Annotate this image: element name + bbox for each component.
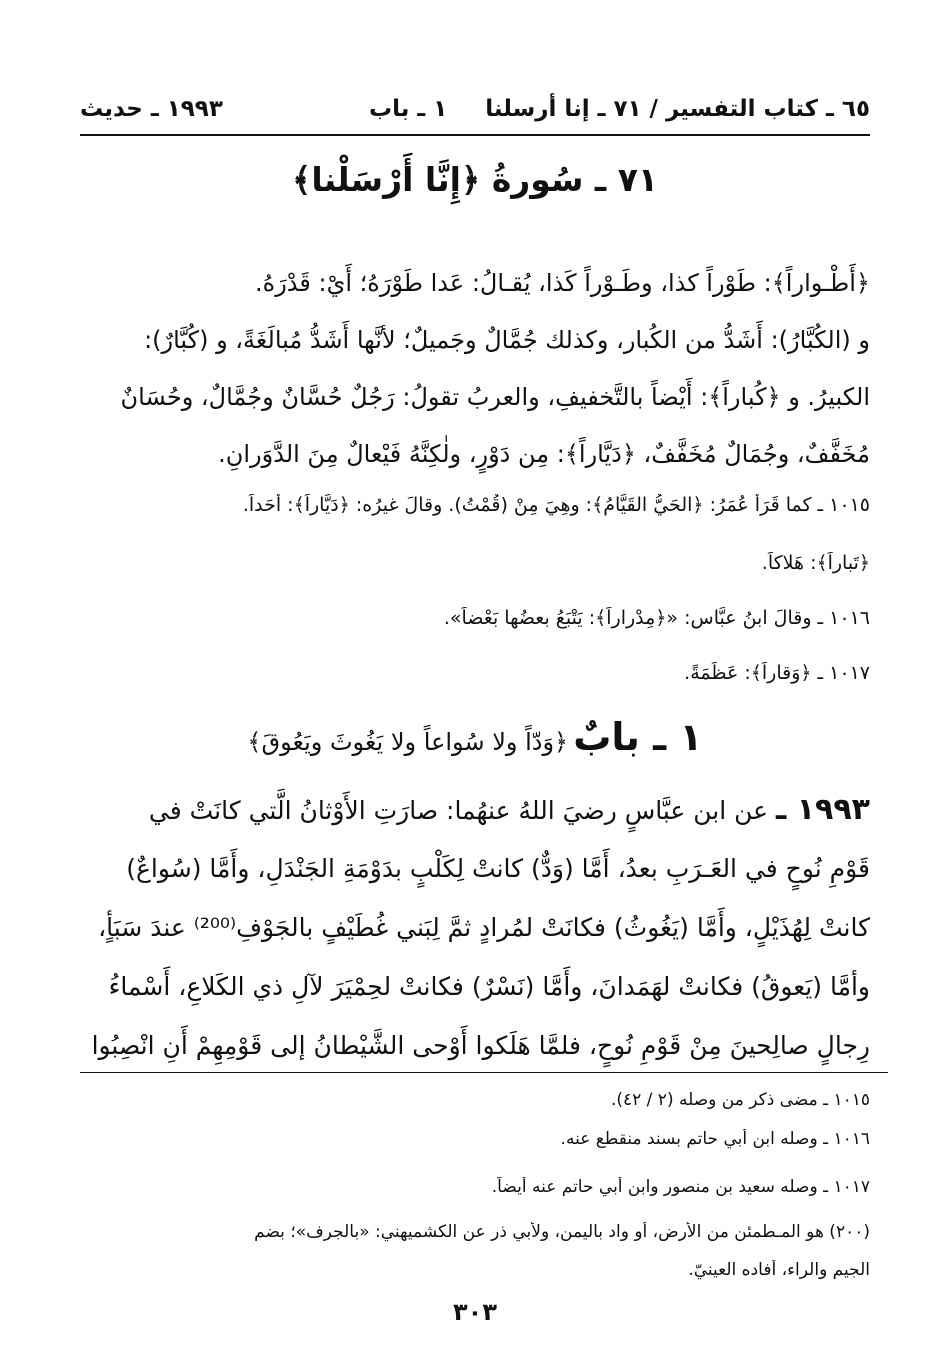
bab-label: ١ ـ بابٌ (573, 715, 703, 759)
hadith-line: وأمَّا (يَعوقُ) فكانتْ لهَمَدانَ، وأَمَّا (نَسْرٌ) فكانتْ لحِمْيَرَ لآلِ ذي الكَلاعِ، أَسْماءُ (108, 972, 870, 1001)
intro-line: ﴿أَطْـواراً﴾: طَوْراً كذا، وطَـوْراً كَذا، يُقـالُ: عَدا طَوْرَهُ؛ أَيْ: قَدْرَهُ. (255, 269, 870, 297)
footnote-1017: ١٠١٧ ـ وصله سعيد بن منصور وابن أبي حاتم عنه أيضاً. (491, 1177, 870, 1197)
footnote-200: (٢٠٠) هو المـطمئن من الأرض، أو واد باليمن، ولأبي ذر عن الكشميهني: «بالجرف»؛ بضم (254, 1222, 870, 1242)
header-hadith-ref: ١٩٩٣ ـ حديث (80, 96, 223, 122)
footnote-1015: ١٠١٥ ـ مضى ذكر من وصله (٢ / ٤٢). (610, 1090, 870, 1110)
hadith-line: كانتْ لِهُذَيْلٍ، وأَمَّا (يَغُوثُ) فكانَتْ لمُرادٍ ثمَّ لِبَني غُطَيْفٍ بالجَوْفِ⁽²⁰⁰⁾ عندَ سَبَأٍ، (98, 913, 870, 942)
header-section: ١ ـ باب (368, 96, 448, 122)
hadith-line: قَوْمِ نُوحٍ في العَـرَبِ بعدُ، أَمَّا (وَدٌّ) كانتْ لِكَلْبٍ بدَوْمَةِ الجَنْدَلِ، وأَمَّا (سُواعٌ) (126, 854, 870, 883)
hadith-text (80, 780, 870, 1075)
note-1016: ١٠١٦ ـ وقالَ ابنُ عبَّاسٍ: «﴿مِدْراراً﴾: يَتْبَعُ بعضُها بَعْضاً». (443, 607, 870, 629)
hadith-line: رِجالٍ صالِحينَ مِنْ قَوْمِ نُوحٍ، فلمَّا هَلَكوا أَوْحى الشَّيْطانُ إلى قَوْمِهِمْ أَنِ انْصِبُوا (91, 1031, 870, 1060)
header-chapter: ٦٥ ـ كتاب التفسير / ٧١ ـ إنا أرسلنا (485, 96, 870, 122)
bab-heading (80, 715, 870, 759)
intro-line: الكبيرُ. و ﴿كُباراً﴾: أَيْضاً بالتَّخفيفِ، والعربُ تقولُ: رَجُلٌ حُسَّانٌ وجُمَّالٌ، وحُسَانٌ (120, 383, 870, 411)
intro-paragraph (80, 255, 870, 483)
footnote-divider (80, 1072, 888, 1073)
intro-line: مُخَفَّفٌ، وجُمَالٌ مُخَفَّفٌ، ﴿دَيَّاراً﴾: مِن دَوْرٍ، ولٰكِنَّهُ فَيْعالٌ مِنَ الدَّوَرانِ. (218, 440, 870, 468)
note-tabaran: ﴿تَباراً﴾: هَلاكاً. (761, 552, 870, 574)
bab-verse: ﴿وَدّاً ولا سُواعاً ولا يَغُوثَ ويَعُوقَ﴾ (247, 728, 569, 756)
page-number: ٣٠٣ (453, 1298, 497, 1326)
footnote-1016: ١٠١٦ ـ وصله ابن أبي حاتم بسند منقطع عنه. (560, 1129, 870, 1149)
note-1015: ١٠١٥ ـ كما قَرَأَ عُمَرُ: ﴿الحَيُّ القَيَّامُ﴾: وهِيَ مِنْ (قُمْتُ). وقالَ غيرُه: ﴿دَيَّاراً﴾: أَحَداً. (242, 494, 870, 516)
intro-line: و (الكُبَّارُ): أَشَدُّ من الكُبار، وكذلك جُمَّالٌ وجَميلٌ؛ لأنَّها أَشَدُّ مُبالَغَةً، و (كُبَّارٌ): (144, 326, 870, 354)
surah-title: ٧١ ـ سُورةُ ﴿إِنَّا أَرْسَلْنا﴾ (291, 160, 658, 199)
running-header (80, 88, 870, 130)
hadith-line (80, 780, 870, 839)
header-divider (80, 134, 870, 136)
hadith-number: ١٩٩٣ ـ (776, 792, 870, 827)
header-right-group (369, 96, 870, 122)
note-1017: ١٠١٧ ـ ﴿وَقاراً﴾: عَظَمَةً. (684, 662, 870, 684)
footnote-200-cont: الجيم والراء، أفاده العينيّ. (688, 1260, 870, 1280)
hadith-line-text: عن ابن عبَّاسٍ رضيَ اللهُ عنهُما: صارَتِ الأَوْثانُ الَّتي كانَتْ في (148, 796, 769, 825)
